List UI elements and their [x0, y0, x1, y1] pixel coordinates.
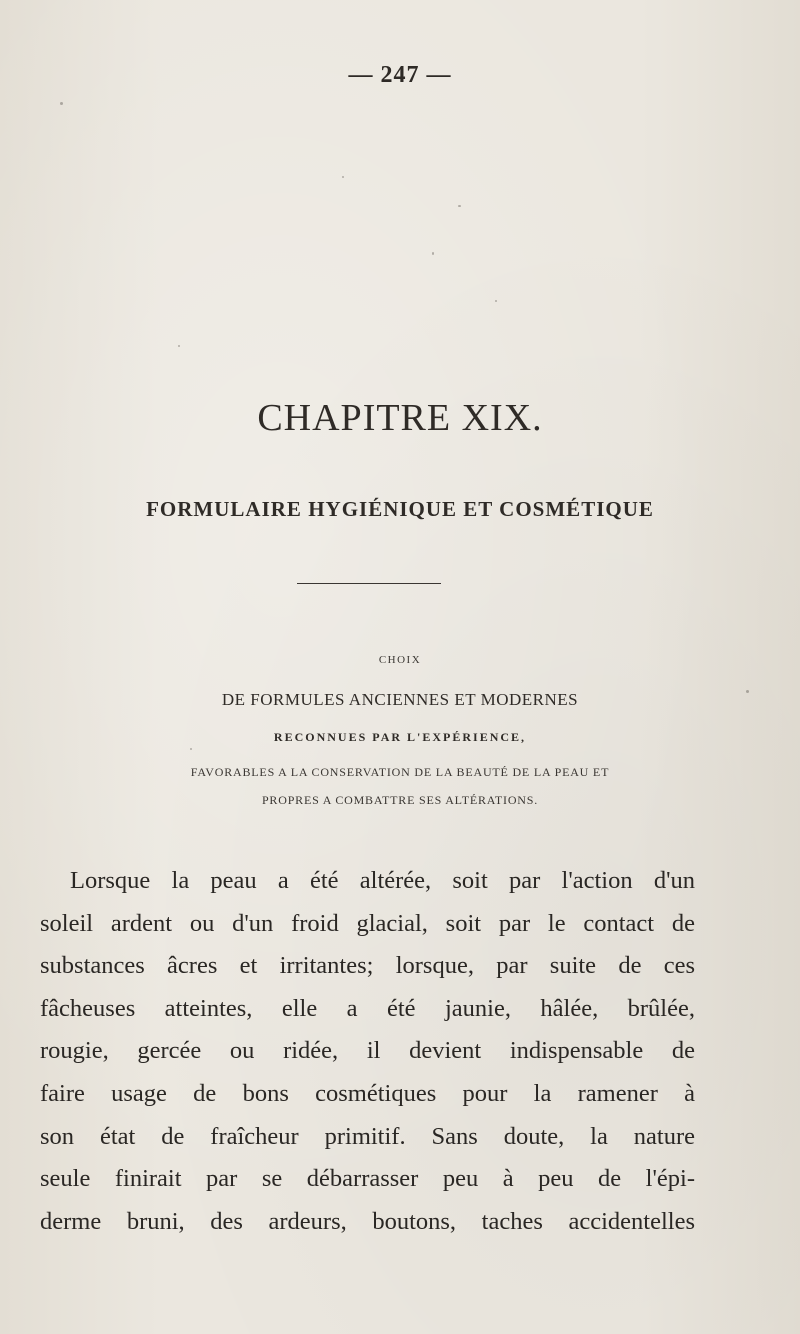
chapter-title: CHAPITRE XIX. [257, 397, 543, 439]
paper-speck [60, 102, 63, 105]
paper-speck [178, 345, 180, 347]
body-line: Lorsque la peau a été altérée, soit par l'action d'un [70, 867, 695, 894]
section-heading-formules: DE FORMULES ANCIENNES ET MODERNES [221, 690, 579, 709]
paper-speck [190, 748, 192, 750]
body-line: fâcheuses atteintes, elle a été jaunie, hâlée, brûlée, [40, 994, 695, 1022]
body-line: soleil ardent ou d'un froid glacial, soit par le contact de [40, 909, 695, 937]
body-line: derme bruni, des ardeurs, boutons, taches accidentelles [40, 1207, 695, 1235]
section-divider [297, 583, 441, 584]
paper-speck [458, 205, 461, 207]
section-heading-propres: PROPRES A COMBATTRE SES ALTÉRATIONS. [261, 793, 539, 807]
body-line: rougie, gercée ou ridée, il devient indispensable de [40, 1037, 695, 1065]
body-line: son état de fraîcheur primitif. Sans doute, la nature [40, 1122, 695, 1150]
section-heading-favorables: FAVORABLES A LA CONSERVATION DE LA BEAUTÉ DE LA PEAU ET [190, 765, 610, 779]
chapter-subtitle: FORMULAIRE HYGIÉNIQUE ET COSMÉTIQUE [146, 497, 654, 521]
body-line: faire usage de bons cosmétiques pour la ramener à [40, 1079, 695, 1107]
section-heading-reconnues: RECONNUES PAR L'EXPÉRIENCE, [273, 730, 527, 744]
paper-speck [495, 300, 497, 302]
body-line: seule finirait par se débarrasser peu à peu de l'épi- [40, 1165, 695, 1193]
section-heading-choix: CHOIX [378, 654, 422, 666]
page-number: — 247 — [348, 62, 452, 88]
paper-speck [342, 176, 344, 178]
paper-speck [432, 252, 434, 255]
body-line: substances âcres et irritantes; lorsque, par suite de ces [40, 952, 695, 980]
body-paragraph [40, 860, 695, 1243]
